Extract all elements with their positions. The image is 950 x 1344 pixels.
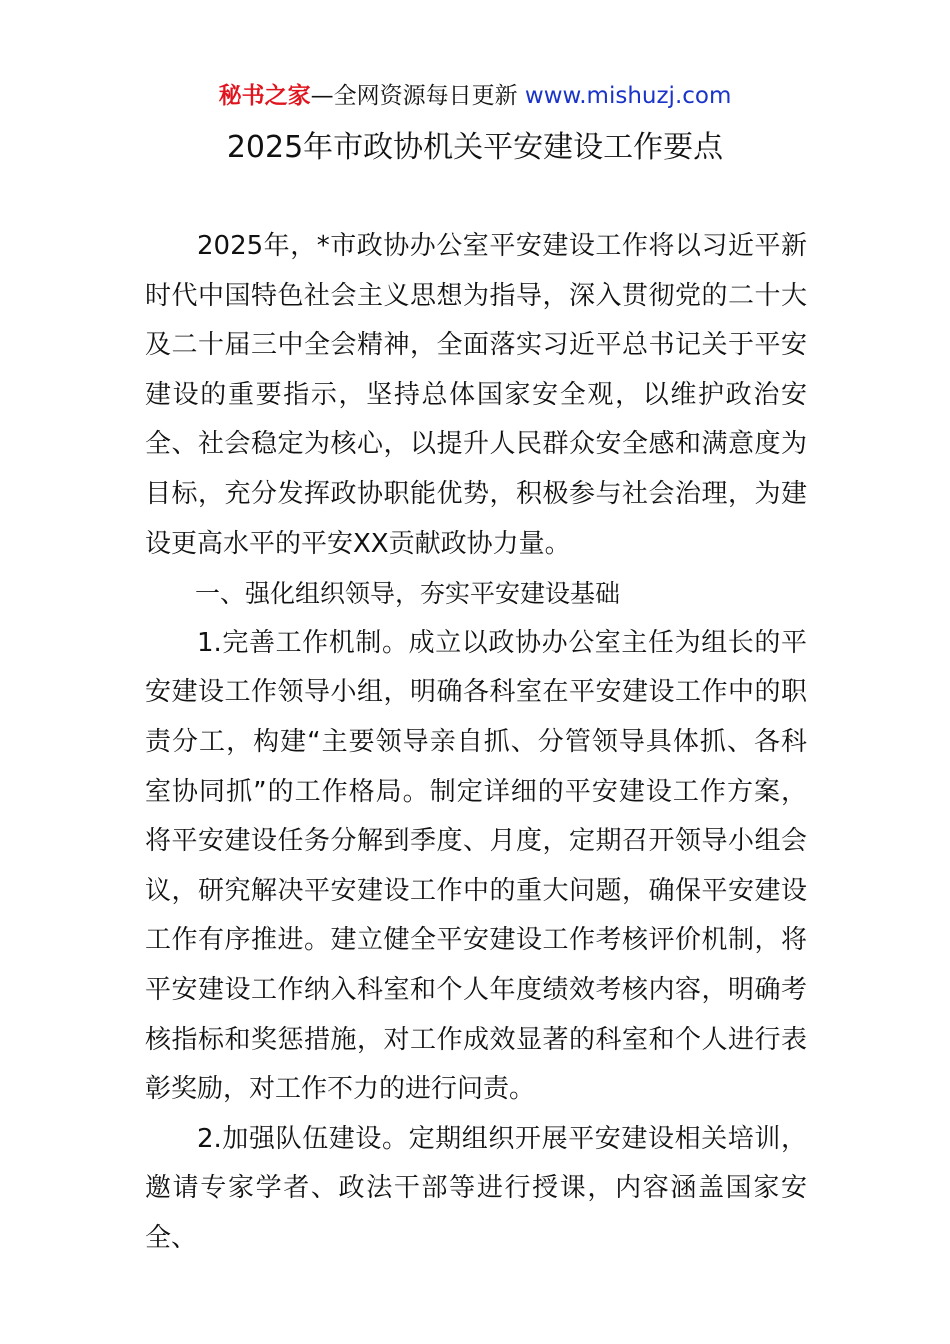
section-heading-1: 一、强化组织领导，夯实平安建设基础: [195, 579, 621, 609]
item-paragraph-2: 2.加强队伍建设。定期组织开展平安建设相关培训，邀请专家学者、政法干部等进行授课，内容涵盖国家安全、: [145, 1123, 807, 1253]
document-title: 2025年市政协机关平安建设工作要点: [226, 130, 724, 165]
site-tagline: —全网资源每日更新: [310, 83, 518, 109]
site-header: [0, 80, 950, 112]
site-url-link[interactable]: www.mishuzj.com: [524, 83, 732, 109]
item-paragraph-1: 1.完善工作机制。成立以政协办公室主任为组长的平安建设工作领导小组，明确各科室在平安建设工作中的职责分工，构建“主要领导亲自抓、分管领导具体抓、各科室协同抓”的工作格局。制定详细的平安建设工作方案，将平安建设任务分解到季度、月度，定期召开领导小组会议，研究解决平安建设工作中的重大问题，确保平安建设工作有序推进。建立健全平安建设工作考核评价机制，将平安建设工作纳入科室和个人年度绩效考核内容，明确考核指标和奖惩措施，对工作成效显著的科室和个人进行表彰奖励，对工作不力的进行问责。: [145, 627, 807, 1105]
site-brand: 秘书之家: [218, 83, 311, 109]
intro-paragraph: 2025年，*市政协办公室平安建设工作将以习近平新时代中国特色社会主义思想为指导，深入贯彻党的二十大及二十届三中全会精神，全面落实习近平总书记关于平安建设的重要指示，坚持总体国家安全观，以维护政治安全、社会稳定为核心，以提升人民群众安全感和满意度为目标，充分发挥政协职能优势，积极参与社会治理，为建设更高水平的平安XX贡献政协力量。: [145, 231, 807, 559]
document-body: [145, 222, 807, 1263]
